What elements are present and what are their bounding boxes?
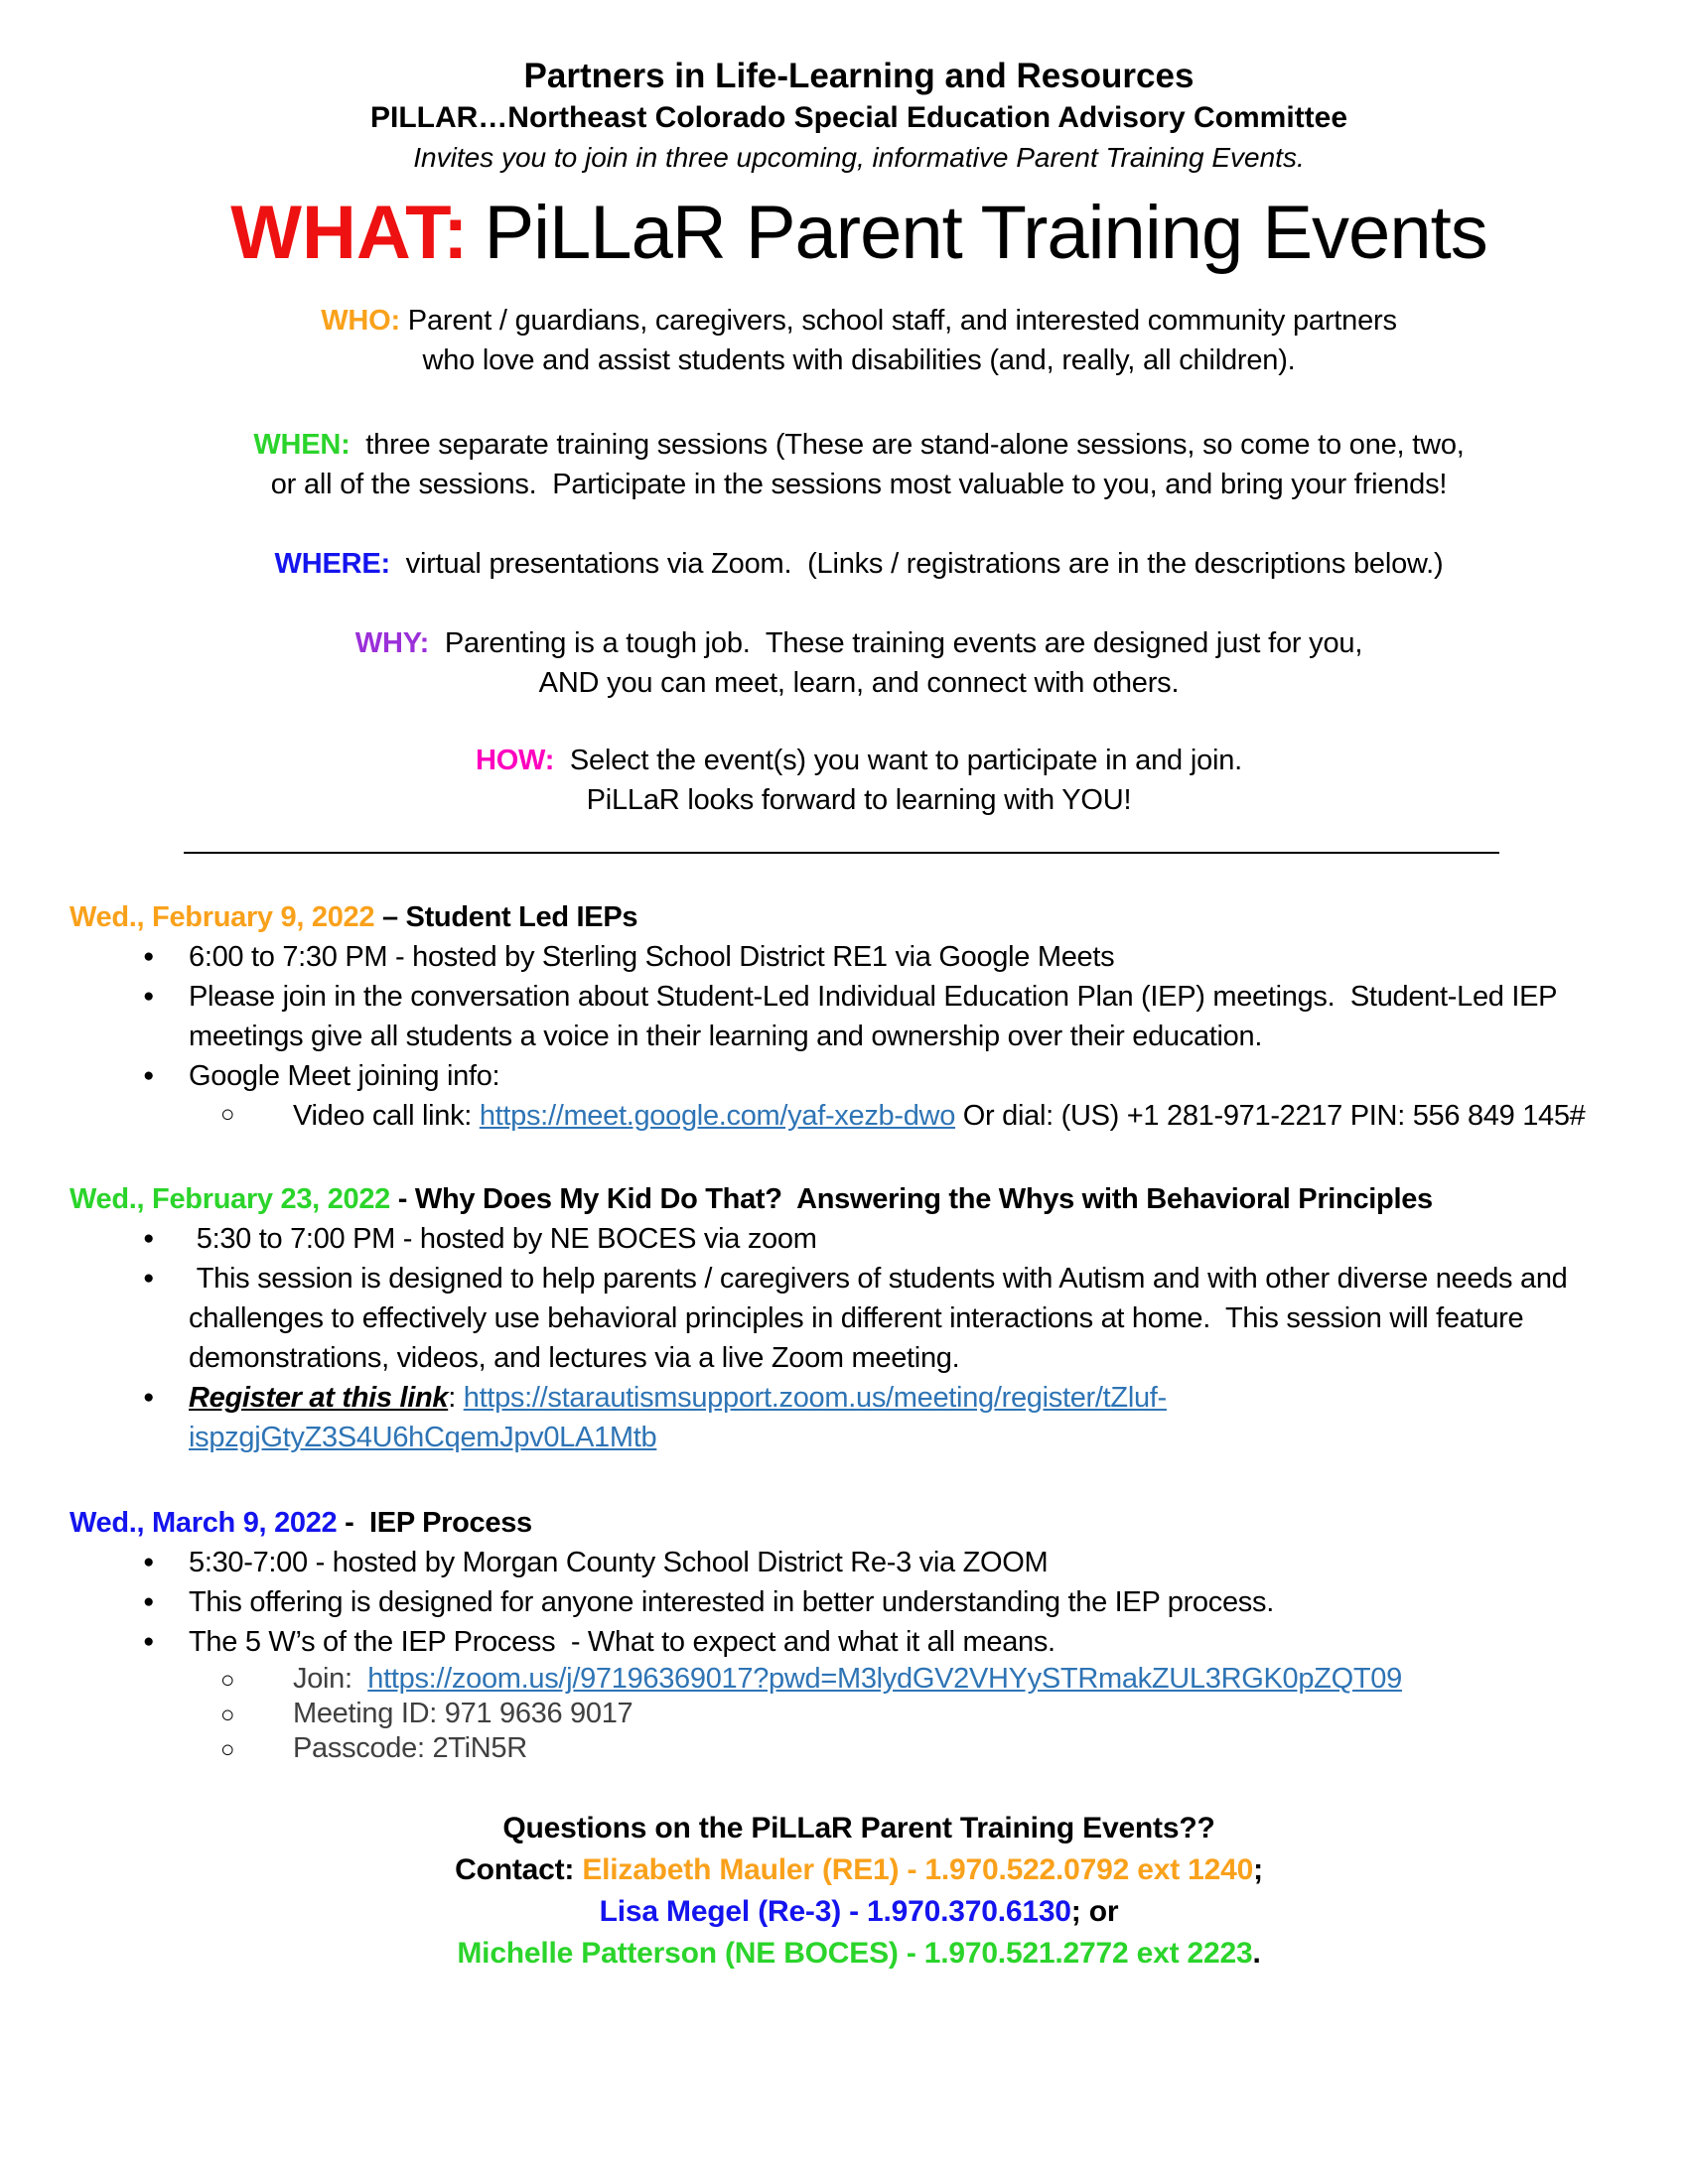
bullet-item bbox=[70, 1697, 1648, 1731]
event-feb23-bullets bbox=[70, 1219, 1648, 1457]
dial-in-info: Or dial: (US) +1 281-971-2217 PIN: 556 849 145# bbox=[955, 1100, 1586, 1132]
who-line1: Parent / guardians, caregivers, school staff, and interested community partners bbox=[399, 305, 1397, 337]
event-feb23-separator: - bbox=[390, 1183, 415, 1215]
bullet-item bbox=[70, 1259, 1648, 1378]
bullet-text: Please join in the conversation about Student-Led Individual Education Plan (IEP) meetings. Student-Led IEP meetings give all students a voice in their learning and ownership over their education. bbox=[189, 981, 1565, 1052]
who-label: WHO: bbox=[321, 305, 400, 337]
register-label: Register at this link bbox=[189, 1382, 449, 1414]
when-line2: or all of the sessions. Participate in the sessions most valuable to you, and bring your friends! bbox=[270, 469, 1448, 500]
video-call-link-label: Video call link: bbox=[293, 1100, 480, 1132]
bullet-text: 5:30 to 7:00 PM - hosted by NE BOCES via zoom bbox=[189, 1223, 817, 1255]
event-feb23-title: Why Does My Kid Do That? Answering the Whys with Behavioral Principles bbox=[414, 1183, 1433, 1215]
bullet-item bbox=[70, 1378, 1648, 1457]
contact-label: Contact: bbox=[455, 1853, 583, 1886]
bullet-item bbox=[70, 1543, 1648, 1582]
bullet-item bbox=[70, 1056, 1648, 1096]
bullet-item bbox=[70, 1622, 1648, 1662]
bullet-item bbox=[70, 1662, 1648, 1697]
contact-lisa: Lisa Megel (Re-3) - 1.970.370.6130 bbox=[599, 1895, 1071, 1928]
bullet-item bbox=[70, 977, 1648, 1056]
when-paragraph bbox=[70, 425, 1648, 504]
contact-line-elizabeth bbox=[70, 1849, 1648, 1891]
register-link-line1: https://starautismsupport.zoom.us/meeting/register/tZluf- bbox=[463, 1382, 1167, 1414]
bullet-text: This offering is designed for anyone interested in better understanding the IEP process. bbox=[189, 1586, 1274, 1618]
how-line1: Select the event(s) you want to participate in and join. bbox=[554, 745, 1243, 776]
contact-line-michelle bbox=[70, 1933, 1648, 1975]
where-line1: virtual presentations via Zoom. (Links / registrations are in the descriptions below.) bbox=[389, 548, 1444, 580]
google-meet-link[interactable]: https://meet.google.com/yaf-xezb-dwo bbox=[479, 1100, 956, 1132]
bullet-item bbox=[70, 1582, 1648, 1622]
event-mar9-join-info bbox=[70, 1662, 1648, 1766]
bullet-text: This session is designed to help parents / caregivers of students with Autism and with other diverse needs and challenges to effectively use behavioral principles in different interactions at home. This session will feature demonstrations, videos, and lectures via a live Zoom meeting. bbox=[189, 1263, 1576, 1374]
bullet-text: Google Meet joining info: bbox=[189, 1060, 500, 1092]
zoom-join-link[interactable]: https://zoom.us/j/97196369017?pwd=M3lydGV2VHYySTRmakZUL3RGK0pZQT09 bbox=[367, 1663, 1402, 1695]
how-paragraph bbox=[70, 741, 1648, 820]
bullet-text: 6:00 to 7:30 PM - hosted by Sterling School District RE1 via Google Meets bbox=[189, 941, 1115, 973]
org-name: Partners in Life-Learning and Resources bbox=[523, 57, 1195, 95]
bullet-item bbox=[70, 1096, 1648, 1136]
where-label: WHERE: bbox=[274, 548, 390, 580]
register-colon: : bbox=[448, 1382, 464, 1414]
contact-line-lisa bbox=[70, 1891, 1648, 1933]
event-mar9-title: IEP Process bbox=[369, 1507, 532, 1539]
event-feb9-separator: – bbox=[374, 901, 406, 933]
bullet-item bbox=[70, 1219, 1648, 1259]
join-label: Join: bbox=[293, 1663, 368, 1695]
event-feb23-section bbox=[70, 1179, 1648, 1457]
section-divider bbox=[184, 852, 1499, 854]
when-line1: three separate training sessions (These are stand-alone sessions, so come to one, two, bbox=[350, 429, 1465, 461]
bullet-text: The 5 W’s of the IEP Process - What to expect and what it all means. bbox=[189, 1626, 1055, 1658]
register-link-line2: ispzgjGtyZ3S4U6hCqemJpv0LA1Mtb bbox=[189, 1422, 657, 1453]
event-feb23-date: Wed., February 23, 2022 bbox=[70, 1183, 391, 1215]
invitation-line: Invites you to join in three upcoming, informative Parent Training Events. bbox=[413, 142, 1305, 173]
why-line2: AND you can meet, learn, and connect with others. bbox=[538, 667, 1180, 699]
event-feb9-bullets bbox=[70, 937, 1648, 1136]
what-label: WHAT: bbox=[230, 191, 469, 275]
when-label: WHEN: bbox=[253, 429, 351, 461]
who-paragraph bbox=[70, 301, 1648, 380]
contact-elizabeth: Elizabeth Mauler (RE1) - 1.970.522.0792 ext 1240 bbox=[582, 1853, 1254, 1886]
bullet-item bbox=[70, 937, 1648, 977]
contact-michelle: Michelle Patterson (NE BOCES) - 1.970.521.2772 ext 2223 bbox=[457, 1937, 1253, 1970]
event-mar9-date: Wed., March 9, 2022 bbox=[70, 1507, 338, 1539]
who-line2: who love and assist students with disabilities (and, really, all children). bbox=[422, 344, 1296, 376]
footer-contact-block bbox=[70, 1808, 1648, 1975]
event-mar9-bullets bbox=[70, 1543, 1648, 1662]
doc-header bbox=[70, 55, 1648, 178]
where-paragraph bbox=[70, 544, 1648, 584]
event-feb9-date: Wed., February 9, 2022 bbox=[70, 901, 375, 933]
page-title-text: PiLLaR Parent Training Events bbox=[484, 191, 1487, 275]
contact-separator: ; bbox=[1253, 1853, 1263, 1886]
why-paragraph bbox=[70, 623, 1648, 703]
why-label: WHY: bbox=[354, 627, 430, 659]
bullet-text: 5:30-7:00 - hosted by Morgan County School District Re-3 via ZOOM bbox=[189, 1547, 1049, 1578]
why-line1: Parenting is a tough job. These training events are designed just for you, bbox=[429, 627, 1363, 659]
bullet-item bbox=[70, 1731, 1648, 1766]
event-mar9-separator: - bbox=[337, 1507, 370, 1539]
how-label: HOW: bbox=[475, 745, 555, 776]
page-title bbox=[70, 188, 1648, 279]
event-feb9-heading bbox=[70, 897, 1648, 937]
passcode: Passcode: 2TiN5R bbox=[293, 1732, 527, 1764]
committee-name: PILLAR…Northeast Colorado Special Education Advisory Committee bbox=[369, 101, 1348, 134]
event-mar9-heading bbox=[70, 1503, 1648, 1543]
meeting-id: Meeting ID: 971 9636 9017 bbox=[293, 1698, 633, 1729]
event-feb9-section bbox=[70, 897, 1648, 1136]
how-line2: PiLLaR looks forward to learning with YOU! bbox=[586, 784, 1132, 816]
event-feb9-title: Student Led IEPs bbox=[405, 901, 638, 933]
contact-separator: . bbox=[1252, 1937, 1261, 1970]
contact-separator: ; or bbox=[1070, 1895, 1119, 1928]
event-feb23-heading bbox=[70, 1179, 1648, 1219]
event-mar9-section bbox=[70, 1503, 1648, 1766]
footer-question: Questions on the PiLLaR Parent Training Events?? bbox=[502, 1812, 1215, 1844]
